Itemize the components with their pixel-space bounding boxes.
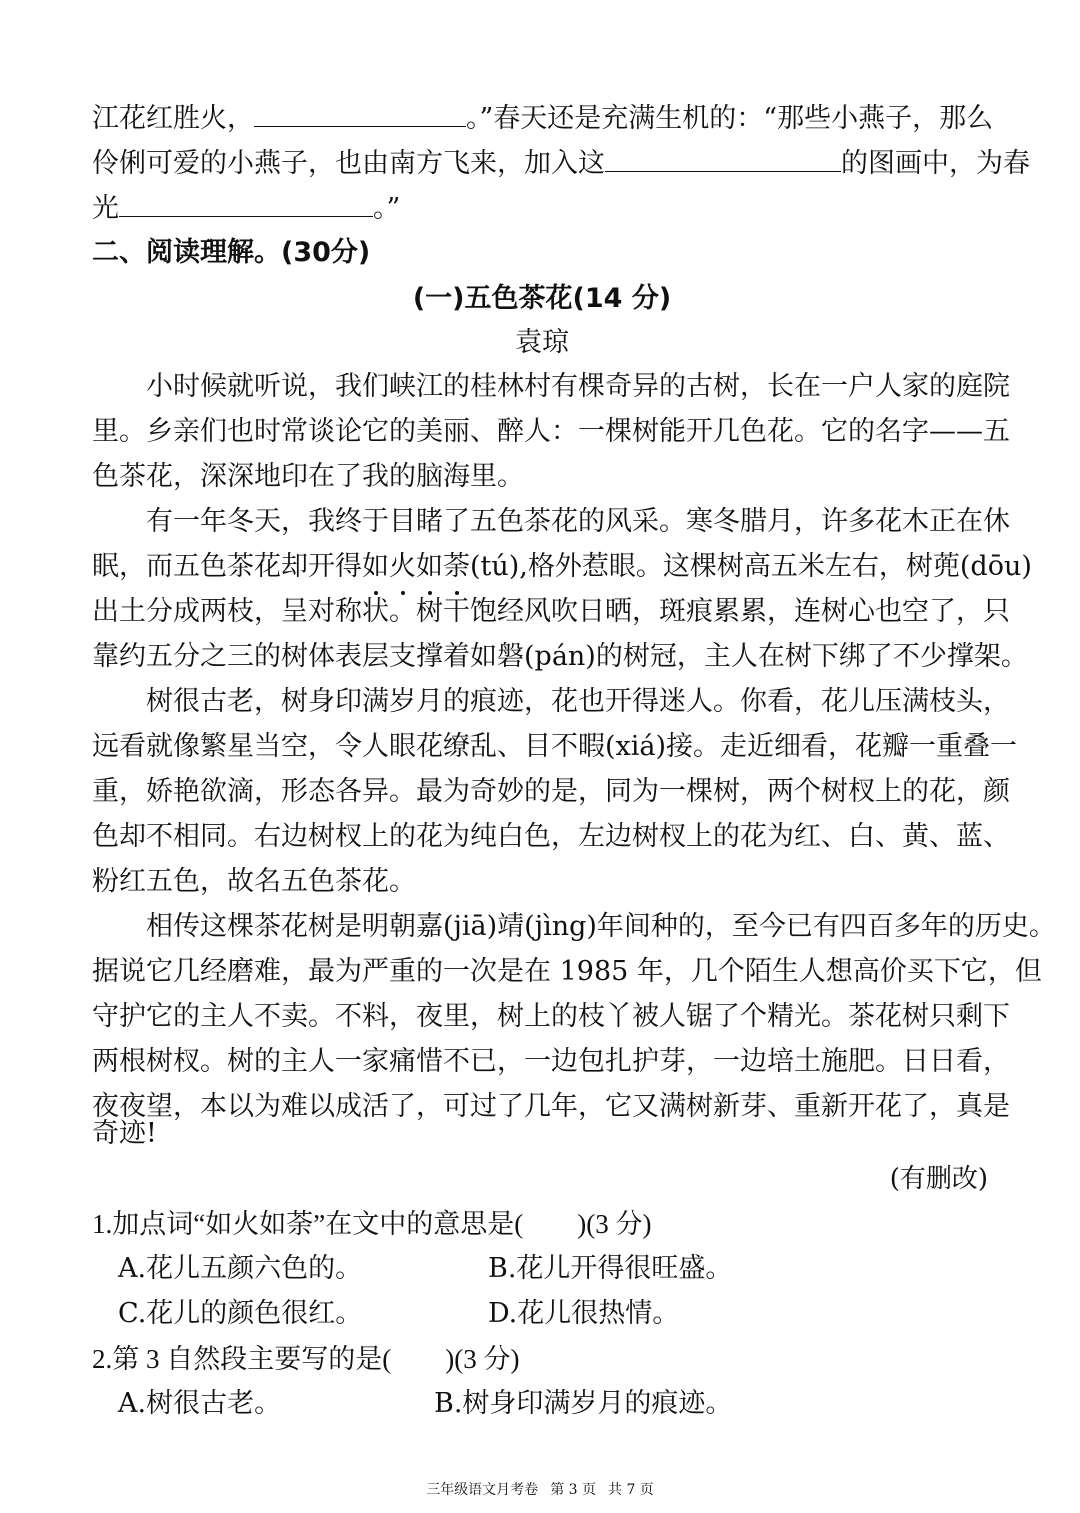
question-1-option-a[interactable]: A.花儿五颜六色的。 [118, 1253, 363, 1284]
article-line: 树很古老，树身印满岁月的痕迹，花也开得迷人。你看，花儿压满枝头， [146, 686, 1010, 717]
exam-name: 三年级语文月考卷 [426, 1482, 539, 1498]
question-2-option-b[interactable]: B.树身印满岁月的痕迹。 [434, 1388, 733, 1419]
text: 的图画中，为春 [841, 148, 1030, 179]
page-number: 第 3 页 [550, 1482, 596, 1498]
answer-blank[interactable] [605, 141, 841, 172]
article-line: 小时候就听说，我们峡江的桂林村有棵奇异的古树，长在一户人家的庭院 [146, 371, 1010, 402]
text: (tú),格外惹眼。这棵树高五米左右，树蔸(dōu) [470, 551, 1032, 582]
article-line: 有一年冬天，我终于目睹了五色茶花的风采。寒冬腊月，许多花木正在休 [146, 506, 1010, 537]
answer-blank[interactable] [119, 186, 373, 217]
answer-blank[interactable] [254, 96, 466, 127]
section-title: 二、阅读理解。(30分) [92, 237, 371, 268]
article-title: (一)五色茶花(14 分) [412, 283, 672, 314]
article-line: 奇迹! [92, 1118, 157, 1149]
dotted-char: 如 [416, 545, 443, 589]
text: 。” [373, 193, 401, 224]
article-line: 守护它的主人不卖。不料，夜里，树上的枝丫被人锯了个精光。茶花树只剩下 [92, 1001, 1010, 1032]
article-source-note: (有删改) [889, 1164, 988, 1194]
page-footer [0, 1481, 1080, 1499]
article-line: 粉红五色，故名五色茶花。 [92, 866, 416, 897]
text: 江花红胜火， [92, 103, 254, 134]
dotted-char: 火 [389, 545, 416, 589]
article-line: 相传这棵茶花树是明朝嘉(jiā)靖(jìng)年间种的，至今已有四百多年的历史。 [146, 911, 1056, 942]
fill-blank-line-2 [92, 141, 1030, 186]
article-line: 靠约五分之三的树体表层支撑着如磐(pán)的树冠，主人在树下绑了不少撑架。 [92, 641, 1028, 672]
text: 光 [92, 193, 119, 224]
question-2-option-a[interactable]: A.树很古老。 [118, 1388, 282, 1419]
dotted-char: 荼 [443, 545, 470, 589]
article-line: 色却不相同。右边树杈上的花为纯白色，左边树杈上的花为红、白、黄、蓝、 [92, 821, 1010, 852]
article-author: 袁琼 [515, 327, 569, 358]
article-line: 两根树杈。树的主人一家痛惜不已，一边包扎护芽，一边培土施肥。日日看， [92, 1046, 1010, 1077]
text: 眠，而五色茶花却开得 [92, 551, 362, 582]
text: 。”春天还是充满生机的：“那些小燕子，那么 [466, 103, 994, 134]
article-line: 色茶花，深深地印在了我的脑海里。 [92, 461, 524, 492]
article-line: 夜夜望，本以为难以成活了，可过了几年，它又满树新芽、重新开花了，真是 [92, 1091, 1010, 1122]
question-1-option-d[interactable]: D.花儿很热情。 [488, 1298, 680, 1329]
article-line: 重，娇艳欲滴，形态各异。最为奇妙的是，同为一棵树，两个树杈上的花，颜 [92, 776, 1010, 807]
article-line: 据说它几经磨难，最为严重的一次是在 1985 年，几个陌生人想高价买下它，但 [92, 956, 1042, 987]
text: 伶俐可爱的小燕子，也由南方飞来，加入这 [92, 148, 605, 179]
question-2-stem: 2.第 3 自然段主要写的是( )(3 分) [92, 1344, 520, 1374]
question-1-option-c[interactable]: C.花儿的颜色很红。 [118, 1298, 363, 1329]
question-1-stem: 1.加点词“如火如荼”在文中的意思是( )(3 分) [92, 1209, 652, 1239]
page-total: 共 7 页 [608, 1482, 654, 1498]
fill-blank-line-3 [92, 186, 992, 231]
dotted-char: 如 [362, 545, 389, 589]
article-line: 远看就像繁星当空，令人眼花缭乱、目不暇(xiá)接。走近细看，花瓣一重叠一 [92, 731, 1018, 762]
article-line: 里。乡亲们也时常谈论它的美丽、醉人：一棵树能开几色花。它的名字——五 [92, 416, 1010, 447]
fill-blank-line-1 [92, 96, 992, 141]
article-line: 出土分成两枝，呈对称状。树干饱经风吹日晒，斑痕累累，连树心也空了，只 [92, 596, 1010, 627]
question-1-option-b[interactable]: B.花儿开得很旺盛。 [488, 1253, 733, 1284]
article-line-dotted [92, 545, 1032, 589]
